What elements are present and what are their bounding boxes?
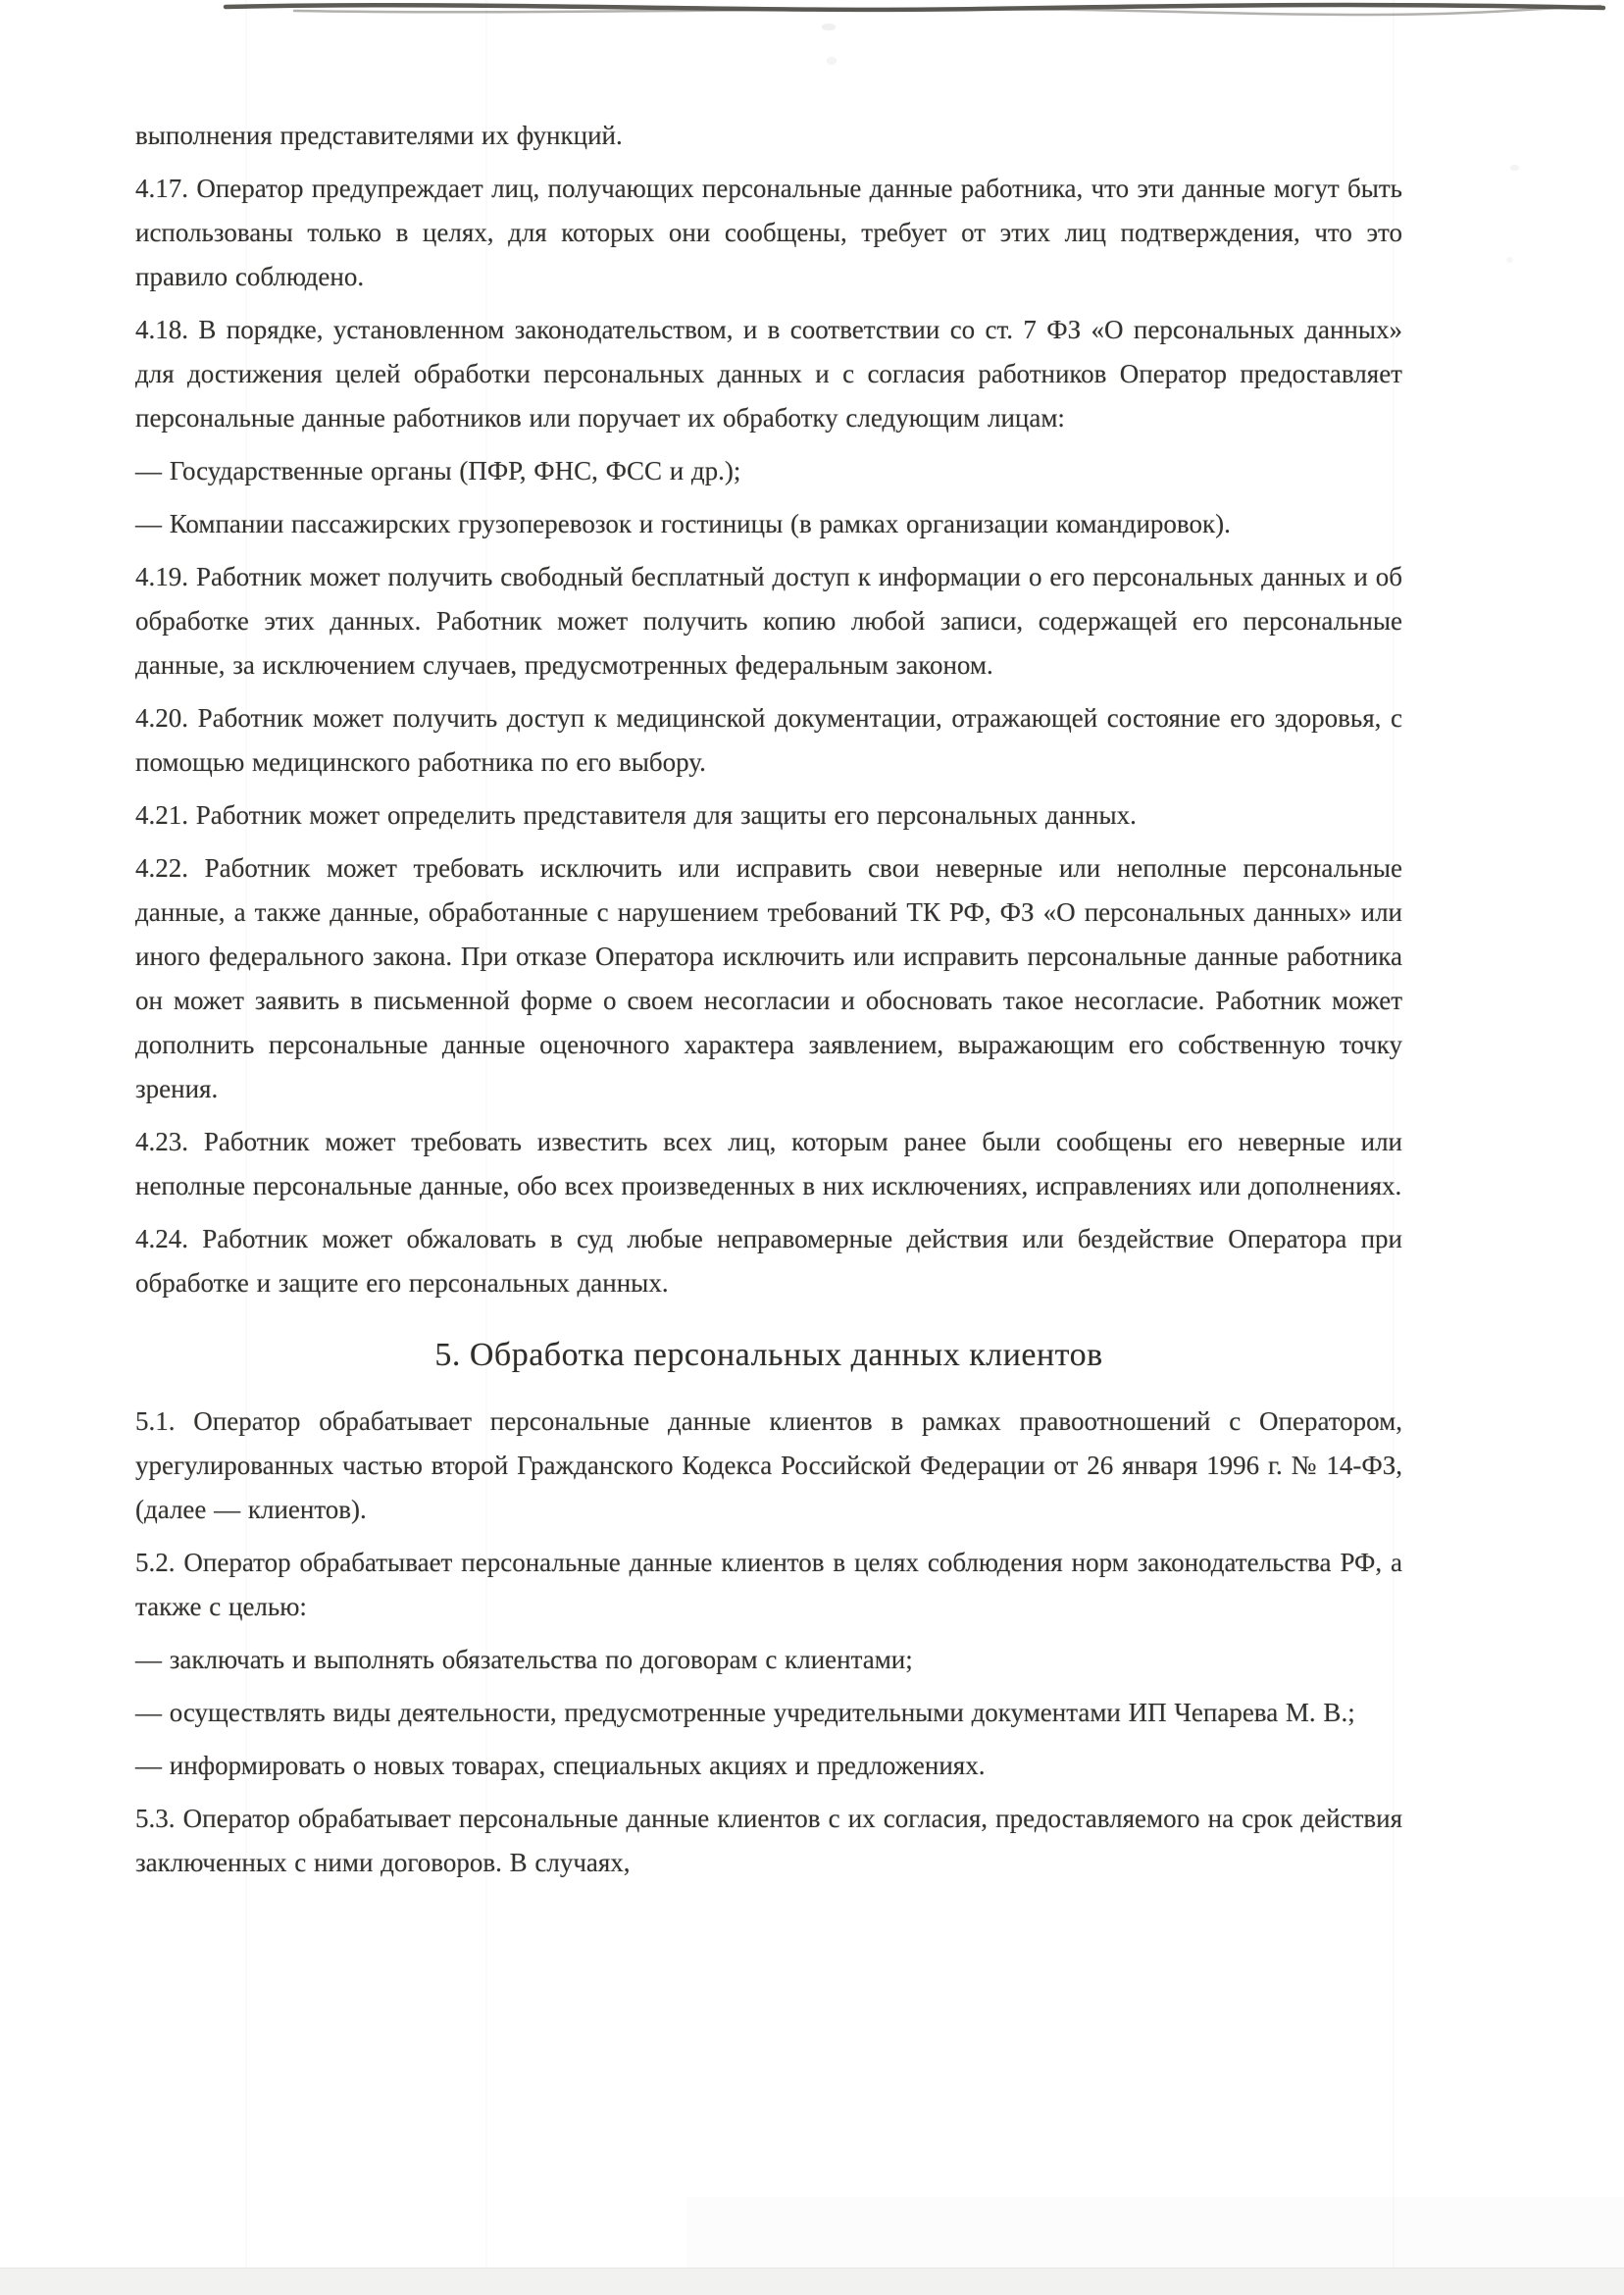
scan-artifact-bottom-band bbox=[0, 2268, 1624, 2295]
paragraph: 4.24. Работник может обжаловать в суд любые неправомерные действия или бездействие Оператора при обработке и защите его персональных данных. bbox=[135, 1224, 1402, 1298]
section-heading: 5. Обработка персональных данных клиентов bbox=[434, 1337, 1103, 1373]
paragraph: 4.17. Оператор предупреждает лиц, получающих персональные данные работника, что эти данные могут быть использованы только в целях, для которых они сообщены, требует от этих лиц подтверждения, что это правило соблюдено. bbox=[135, 174, 1402, 291]
paragraph: 5.3. Оператор обрабатывает персональные данные клиентов с их согласия, предоставляемого на срок действия заключенных с ними договоров. В случаях, bbox=[135, 1804, 1402, 1877]
paragraph: 4.18. В порядке, установленном законодательством, и в соответствии со ст. 7 ФЗ «О персональных данных» для достижения целей обработки персональных данных и с согласия работников Оператор предоставляет персональные данные работников или поручает их обработку следующим лицам: bbox=[135, 315, 1402, 433]
list-item: — заключать и выполнять обязательства по договорам с клиентами; bbox=[135, 1645, 913, 1674]
paragraph: 4.21. Работник может определить представителя для защиты его персональных данных. bbox=[135, 800, 1137, 830]
list-item: — информировать о новых товарах, специальных акциях и предложениях. bbox=[135, 1751, 986, 1780]
scan-artifact-speck bbox=[1506, 257, 1513, 263]
paragraph: 4.23. Работник может требовать известить всех лиц, которым ранее были сообщены его неверные или неполные персональные данные, обо всех произведенных в них исключениях, исправлениях или дополнениях. bbox=[135, 1127, 1402, 1200]
scan-artifact-shadow bbox=[686, 2197, 1624, 2268]
list-item: — Государственные органы (ПФР, ФНС, ФСС и др.); bbox=[135, 456, 741, 485]
paragraph: 5.2. Оператор обрабатывает персональные данные клиентов в целях соблюдения норм законодательства РФ, а также с целью: bbox=[135, 1548, 1402, 1621]
paragraph-continuation: выполнения представителями их функций. bbox=[135, 121, 623, 150]
paragraph: 5.1. Оператор обрабатывает персональные данные клиентов в рамках правоотношений с Оператором, урегулированных частью второй Гражданского Кодекса Российской Федерации от 26 января 1996 г. № 14-ФЗ, (далее — клиентов). bbox=[135, 1406, 1402, 1524]
document-body bbox=[135, 114, 1402, 1894]
paragraph: 4.22. Работник может требовать исключить или исправить свои неверные или неполные персональные данные, а также данные, обработанные с нарушением требований ТК РФ, ФЗ «О персональных данных» или иного федерального закона. При отказе Оператора исключить или исправить персональные данные работника он может заявить в письменной форме о своем несогласии и обосновать такое несогласие. Работник может дополнить персональные данные оценочного характера заявлением, выражающим его собственную точку зрения. bbox=[135, 853, 1402, 1103]
paragraph: 4.20. Работник может получить доступ к медицинской документации, отражающей состояние его здоровья, с помощью медицинского работника по его выбору. bbox=[135, 703, 1402, 777]
scan-artifact-top-edge bbox=[0, 0, 1624, 22]
scan-artifact-speck bbox=[827, 57, 837, 65]
list-item: — осуществлять виды деятельности, предусмотренные учредительными документами ИП Чепарева М. В.; bbox=[135, 1698, 1355, 1727]
scan-artifact-speck bbox=[822, 24, 836, 30]
list-item: — Компании пассажирских грузоперевозок и гостиницы (в рамках организации командировок). bbox=[135, 509, 1231, 538]
paragraph: 4.19. Работник может получить свободный бесплатный доступ к информации о его персональных данных и об обработке этих данных. Работник может получить копию любой записи, содержащей его персональные данные, за исключением случаев, предусмотренных федеральным законом. bbox=[135, 562, 1402, 680]
scan-artifact-speck bbox=[1510, 165, 1519, 171]
